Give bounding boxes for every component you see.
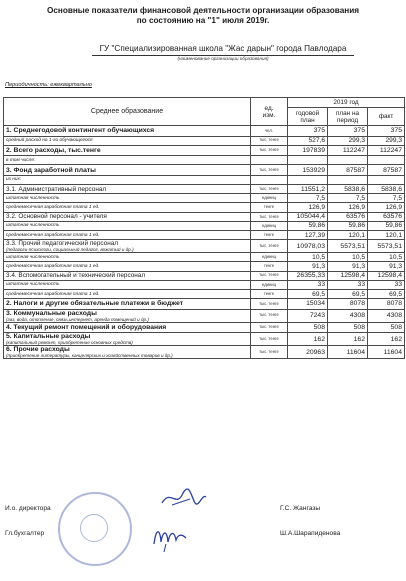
row-fact: 375 bbox=[368, 126, 405, 137]
row-plan-period: 5838,6 bbox=[328, 185, 368, 194]
table-row bbox=[4, 156, 405, 165]
row-fact: 8078 bbox=[368, 299, 405, 310]
row-plan-period: 112247 bbox=[328, 145, 368, 156]
row-plan-year: 7,5 bbox=[288, 194, 328, 203]
table-row bbox=[4, 289, 405, 298]
stamp-emblem bbox=[80, 514, 108, 542]
row-plan-year bbox=[288, 175, 328, 184]
table-row bbox=[4, 322, 405, 333]
row-name-text: среднемесячная заработная плата 1 ед. bbox=[6, 263, 100, 269]
row-unit: чел. bbox=[251, 126, 288, 137]
table-row bbox=[4, 145, 405, 156]
row-plan-year: 11551,2 bbox=[288, 185, 328, 194]
row-plan-year: 15034 bbox=[288, 299, 328, 310]
row-name-text: штатная численность bbox=[6, 195, 60, 201]
table-row bbox=[4, 271, 405, 280]
row-fact: 299,3 bbox=[368, 136, 405, 145]
row-plan-period: 5573,51 bbox=[328, 240, 368, 253]
report-title-line1: Основные показатели финансовой деятельности организации образования bbox=[46, 6, 360, 15]
row-name-text: 3.3. Прочий педагогический персонал bbox=[6, 240, 119, 248]
row-plan-period: 4308 bbox=[328, 309, 368, 322]
accountant-label: Гл.бухгалтер bbox=[5, 530, 45, 537]
header-year: 2019 год bbox=[288, 98, 405, 108]
row-plan-year: 162 bbox=[288, 333, 328, 346]
director-label: И.о. директора bbox=[5, 505, 51, 512]
organization-name: ГУ "Специализированная школа "Жас дарын" города Павлодара bbox=[99, 44, 347, 53]
row-name bbox=[4, 346, 251, 359]
row-plan-year: 33 bbox=[288, 280, 328, 289]
row-name bbox=[4, 231, 251, 240]
row-plan-period: 162 bbox=[328, 333, 368, 346]
table-row bbox=[4, 194, 405, 203]
row-plan-year: 10978,03 bbox=[288, 240, 328, 253]
table-row bbox=[4, 212, 405, 221]
row-fact: 10,5 bbox=[368, 253, 405, 262]
row-unit: тыс. тенге bbox=[251, 136, 288, 145]
official-stamp bbox=[58, 492, 132, 566]
row-name-text: 2. Всего расходы, тыс.тенге bbox=[6, 146, 101, 154]
row-name bbox=[4, 271, 251, 280]
row-name-text: среднемесячная заработная плата 1 ед. bbox=[6, 232, 100, 238]
row-name-text: штатная численность bbox=[6, 282, 60, 288]
row-unit: тыс. тенге bbox=[251, 240, 288, 253]
table-row bbox=[4, 346, 405, 359]
row-fact: 126,9 bbox=[368, 203, 405, 212]
header-name: Среднее образование bbox=[4, 98, 251, 126]
row-plan-year: 127,39 bbox=[288, 231, 328, 240]
row-fact: 5573,51 bbox=[368, 240, 405, 253]
table-row bbox=[4, 280, 405, 289]
row-plan-period: 126,9 bbox=[328, 203, 368, 212]
row-name bbox=[4, 333, 251, 346]
row-plan-period: 69,5 bbox=[328, 289, 368, 298]
row-name-text: штатная численность bbox=[6, 254, 60, 260]
row-fact: 87587 bbox=[368, 165, 405, 176]
row-fact: 508 bbox=[368, 322, 405, 333]
row-fact: 91,3 bbox=[368, 262, 405, 271]
row-plan-year: 527,6 bbox=[288, 136, 328, 145]
row-name bbox=[4, 212, 251, 221]
row-name bbox=[4, 221, 251, 230]
row-plan-period bbox=[328, 175, 368, 184]
row-plan-year: 69,5 bbox=[288, 289, 328, 298]
row-unit: тенге bbox=[251, 262, 288, 271]
row-unit: тыс. тенге bbox=[251, 333, 288, 346]
table-row bbox=[4, 126, 405, 137]
row-unit: тыс. тенге bbox=[251, 346, 288, 359]
row-plan-period: 63576 bbox=[328, 212, 368, 221]
row-fact: 4308 bbox=[368, 309, 405, 322]
row-unit: тыс. тенге bbox=[251, 322, 288, 333]
row-unit: единиц bbox=[251, 194, 288, 203]
row-plan-period bbox=[328, 156, 368, 165]
row-name bbox=[4, 145, 251, 156]
row-fact: 11604 bbox=[368, 346, 405, 359]
row-name-text: из них: bbox=[6, 177, 22, 183]
row-unit: единиц bbox=[251, 253, 288, 262]
row-plan-year: 10,5 bbox=[288, 253, 328, 262]
financial-table bbox=[3, 97, 405, 359]
row-unit: тыс. тенге bbox=[251, 145, 288, 156]
table-row bbox=[4, 299, 405, 310]
row-subtext: (педагоги-психологи, социальный педагог, вожатый и др.) bbox=[6, 247, 134, 253]
table-row bbox=[4, 185, 405, 194]
row-unit bbox=[251, 175, 288, 184]
report-title-line2: по состоянию на "1" июля 2019г. bbox=[136, 16, 270, 25]
row-unit: тенге bbox=[251, 203, 288, 212]
row-plan-year: 91,3 bbox=[288, 262, 328, 271]
row-name bbox=[4, 126, 251, 137]
row-name bbox=[4, 280, 251, 289]
row-subtext: (газ, вода, отопление, связь,интернет, аренда помещений и др.) bbox=[6, 316, 149, 322]
row-unit: единиц bbox=[251, 221, 288, 230]
row-name bbox=[4, 194, 251, 203]
row-fact: 112247 bbox=[368, 145, 405, 156]
header-plan-period bbox=[328, 108, 368, 126]
row-name-text: 3.1. Административный персонал bbox=[6, 185, 107, 193]
row-name bbox=[4, 309, 251, 322]
row-fact: 120,1 bbox=[368, 231, 405, 240]
row-unit: тыс. тенге bbox=[251, 165, 288, 176]
row-fact: 33 bbox=[368, 280, 405, 289]
row-plan-year: 7243 bbox=[288, 309, 328, 322]
row-fact: 63576 bbox=[368, 212, 405, 221]
row-fact: 59,86 bbox=[368, 221, 405, 230]
row-plan-year: 59,86 bbox=[288, 221, 328, 230]
director-signature-icon bbox=[160, 487, 208, 509]
row-plan-period: 375 bbox=[328, 126, 368, 137]
table-row bbox=[4, 231, 405, 240]
row-name bbox=[4, 299, 251, 310]
header-plan-year-line1: годовой bbox=[295, 109, 320, 117]
row-name bbox=[4, 203, 251, 212]
accountant-name: Ш.А.Шарапиденова bbox=[280, 530, 341, 537]
header-plan-period-line1: план на bbox=[335, 109, 360, 117]
row-name-text: 1. Среднегодовой контингент обучающихся bbox=[6, 127, 155, 135]
periodicity-label: Периодичность: ежеквартально bbox=[5, 82, 92, 88]
row-name-text: 3. Коммунальные расходы bbox=[6, 309, 97, 317]
header-plan-year bbox=[288, 108, 328, 126]
organization-hint: (наименование организации образования) bbox=[177, 56, 269, 61]
row-subtext: (капитальный ремонт, приобретение основных средств) bbox=[6, 340, 133, 346]
row-fact: 162 bbox=[368, 333, 405, 346]
row-name-text: среднемесячная заработная плата 1 ед. bbox=[6, 291, 100, 297]
row-name bbox=[4, 156, 251, 165]
header-plan-period-line2: период bbox=[336, 116, 359, 124]
header-plan-year-line2: план bbox=[300, 116, 315, 124]
table-row bbox=[4, 240, 405, 253]
row-name-text: штатная численность bbox=[6, 223, 60, 229]
table-row bbox=[4, 203, 405, 212]
row-fact bbox=[368, 156, 405, 165]
row-plan-period: 299,3 bbox=[328, 136, 368, 145]
report-title bbox=[0, 6, 406, 26]
row-unit: тыс. тенге bbox=[251, 309, 288, 322]
header-fact: факт bbox=[368, 108, 405, 126]
row-plan-year: 126,9 bbox=[288, 203, 328, 212]
row-name bbox=[4, 240, 251, 253]
row-name-text: 5. Капитальные расходы bbox=[6, 333, 91, 341]
row-plan-period: 508 bbox=[328, 322, 368, 333]
header-unit-line1: ед. bbox=[264, 104, 274, 112]
row-name-text: в том числе: bbox=[6, 157, 36, 163]
row-plan-period: 10,5 bbox=[328, 253, 368, 262]
row-name-text: 6. Прочие расходы bbox=[6, 346, 70, 354]
row-plan-year: 197839 bbox=[288, 145, 328, 156]
table-row bbox=[4, 309, 405, 322]
row-plan-year: 153929 bbox=[288, 165, 328, 176]
row-plan-period: 87587 bbox=[328, 165, 368, 176]
row-name-text: 3. Фонд заработной платы bbox=[6, 166, 96, 174]
table-row bbox=[4, 175, 405, 184]
table-row bbox=[4, 333, 405, 346]
row-fact: 7,5 bbox=[368, 194, 405, 203]
row-name bbox=[4, 175, 251, 184]
row-name bbox=[4, 185, 251, 194]
row-unit: тыс. тенге bbox=[251, 271, 288, 280]
row-unit: тыс. тенге bbox=[251, 185, 288, 194]
row-plan-period: 59,86 bbox=[328, 221, 368, 230]
table-row bbox=[4, 253, 405, 262]
row-plan-year: 375 bbox=[288, 126, 328, 137]
row-unit: тенге bbox=[251, 231, 288, 240]
row-name-text: 4. Текущий ремонт помещений и оборудования bbox=[6, 323, 167, 331]
row-plan-period: 91,3 bbox=[328, 262, 368, 271]
row-plan-period: 33 bbox=[328, 280, 368, 289]
row-plan-year: 26355,33 bbox=[288, 271, 328, 280]
row-subtext: (приобретение литературы, канцелярских и хозяйственных товаров и др.) bbox=[6, 353, 173, 359]
row-plan-year: 20963 bbox=[288, 346, 328, 359]
row-plan-year: 508 bbox=[288, 322, 328, 333]
row-name bbox=[4, 253, 251, 262]
row-plan-period: 11604 bbox=[328, 346, 368, 359]
row-plan-period: 7,5 bbox=[328, 194, 368, 203]
row-name-text: среднемесячная заработная плата 1 ед. bbox=[6, 205, 100, 211]
header-unit bbox=[251, 98, 288, 126]
row-unit bbox=[251, 156, 288, 165]
row-name bbox=[4, 136, 251, 145]
row-name-text: средний расход на 1-го обучающегося bbox=[6, 138, 93, 144]
row-name-text: 2. Налоги и другие обязательные платежи в бюджет bbox=[6, 300, 184, 308]
row-name bbox=[4, 322, 251, 333]
row-fact bbox=[368, 175, 405, 184]
row-unit: единиц bbox=[251, 280, 288, 289]
row-name bbox=[4, 289, 251, 298]
table-row bbox=[4, 262, 405, 271]
row-plan-period: 120,1 bbox=[328, 231, 368, 240]
row-fact: 12598,4 bbox=[368, 271, 405, 280]
table-row bbox=[4, 136, 405, 145]
table-row bbox=[4, 221, 405, 230]
row-name bbox=[4, 262, 251, 271]
row-unit: тенге bbox=[251, 289, 288, 298]
row-plan-period: 12598,4 bbox=[328, 271, 368, 280]
row-name bbox=[4, 165, 251, 176]
table-row bbox=[4, 165, 405, 176]
row-unit: тыс. тенге bbox=[251, 299, 288, 310]
row-fact: 5838,6 bbox=[368, 185, 405, 194]
row-plan-year: 105044,4 bbox=[288, 212, 328, 221]
header-unit-line2: изм. bbox=[262, 111, 276, 119]
row-plan-year bbox=[288, 156, 328, 165]
row-fact: 69,5 bbox=[368, 289, 405, 298]
accountant-signature-icon bbox=[150, 520, 190, 554]
row-unit: тыс. тенге bbox=[251, 212, 288, 221]
row-name-text: 3.4. Вспомогательный и технический персонал bbox=[6, 272, 146, 280]
row-plan-period: 8078 bbox=[328, 299, 368, 310]
row-name-text: 3.2. Основной персонал - учителя bbox=[6, 213, 107, 221]
director-name: Г.С. Жангазы bbox=[280, 505, 321, 512]
